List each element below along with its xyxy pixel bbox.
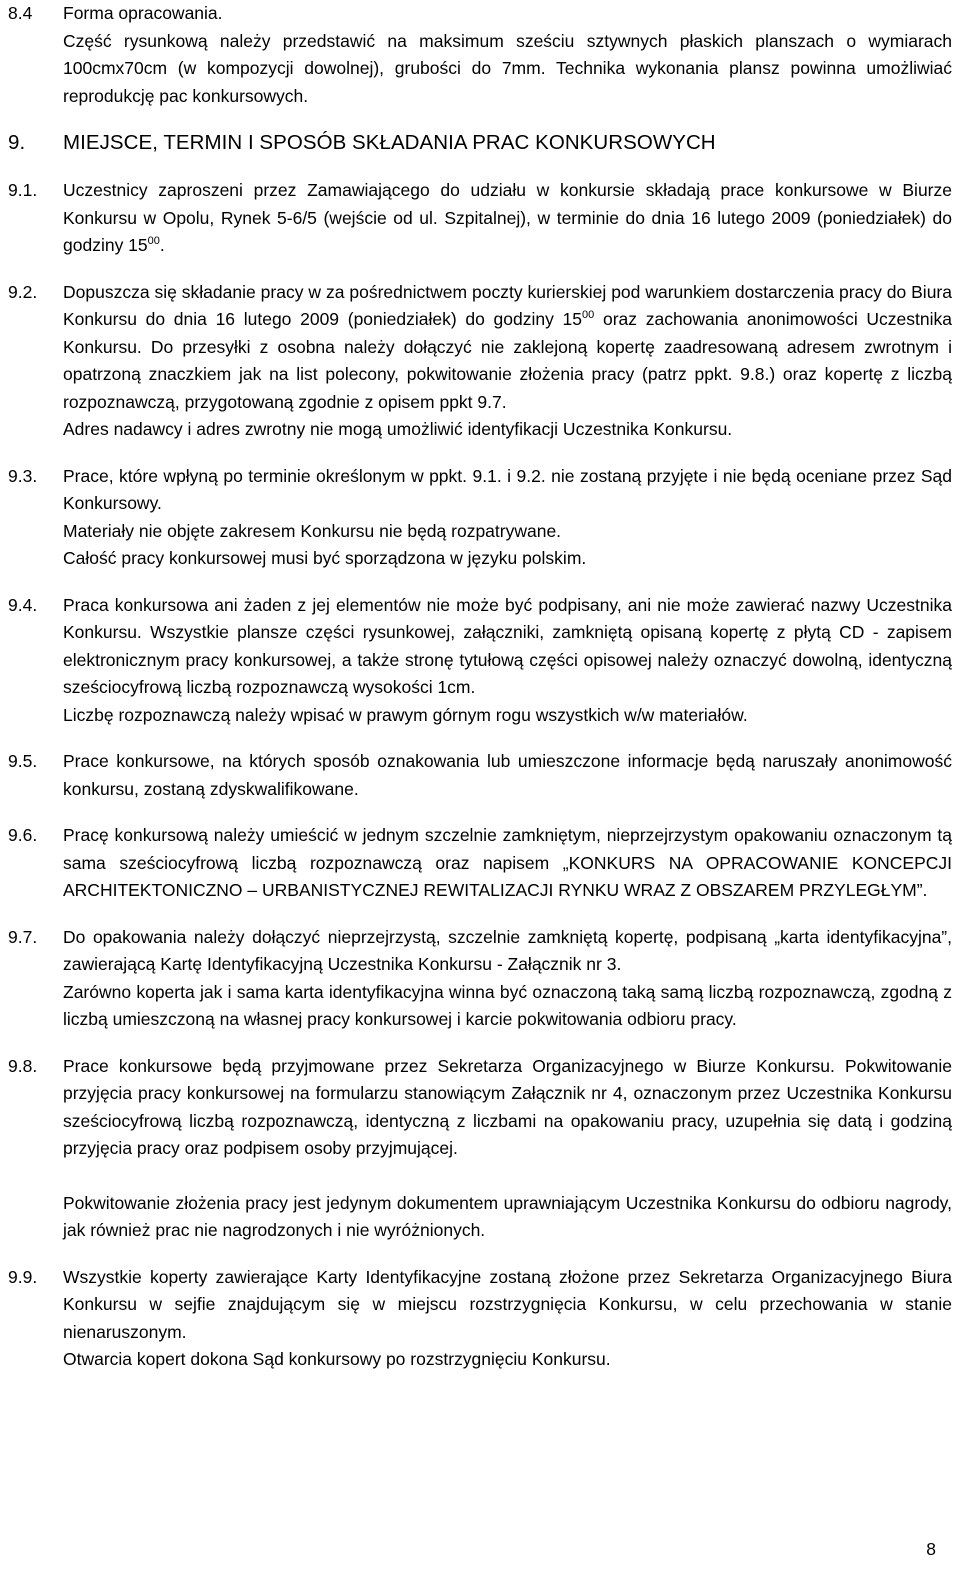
text-span: Dopuszcza się składanie pracy w za pośrednictwem poczty kurierskiej pod warunkiem dostarczenia pracy do Biura Konkursu do dnia 16 lutego 2009 (poniedziałek) do godziny 15 — [63, 281, 952, 329]
section-body — [63, 924, 952, 1034]
paragraph: Materiały nie objęte zakresem Konkursu nie będą rozpatrywane. — [63, 520, 562, 541]
section-9-6 — [8, 822, 952, 905]
paragraph: Liczbę rozpoznawczą należy wpisać w prawym górnym rogu wszystkich w/w materiałów. — [63, 704, 748, 725]
section-9-4 — [8, 592, 952, 730]
section-body — [63, 0, 952, 110]
section-number: 9.8. — [8, 1055, 38, 1076]
section-number: 9.3. — [8, 465, 38, 486]
section-body — [63, 177, 952, 260]
paragraph: Praca konkursowa ani żaden z jej elementów nie może być podpisany, ani nie może zawierać nazwy Uczestnika Konkursu. Wszystkie plansze części rysunkowej, załączniki, zamkniętą opisaną kopertę z płytą CD - zapisem elektronicznym pracy konkursowej, a także stronę tytułową części opisowej należy oznaczyć dowolną, identyczną sześciocyfrową liczbą rozpoznawczą wysokości 1cm. — [63, 594, 952, 697]
paragraph: Pracę konkursową należy umieścić w jednym szczelnie zamkniętym, nieprzejrzystym opakowaniu oznaczonym tą sama sześciocyfrową liczbą rozpoznawczą oraz napisem „KONKURS NA OPRACOWANIE KONCEPCJI ARCHITEKTONICZNO – URBANISTYCZNEJ REWITALIZACJI RYNKU WRAZ Z OBSZAREM PRZYLEGŁYM”. — [63, 825, 952, 900]
section-number: 9.9. — [8, 1266, 38, 1287]
chapter-title: MIEJSCE, TERMIN I SPOSÓB SKŁADANIA PRAC KONKURSOWYCH — [63, 131, 716, 154]
paragraph: Wszystkie koperty zawierające Karty Identyfikacyjne zostaną złożone przez Sekretarza Organizacyjnego Biura Konkursu w sejfie znajdującym się w miejscu rozstrzygnięcia Konkursu, w celu przechowania w stanie nienaruszonym. — [63, 1266, 952, 1342]
section-body — [63, 463, 952, 573]
document-page — [8, 0, 952, 1583]
section-number: 9.1. — [8, 180, 38, 200]
page-number: 8 — [926, 1538, 936, 1559]
section-9-1 — [8, 177, 952, 260]
section-number: 9.5. — [8, 751, 38, 771]
section-9-3 — [8, 463, 952, 573]
paragraph: Część rysunkową należy przedstawić na maksimum sześciu sztywnych płaskich planszach o wymiarach 100cmx70cm (w kompozycji dowolnej), grubości do 7mm. Technika wykonania plansz powinna umożliwiać reprodukcję pac konkursowych. — [63, 30, 952, 106]
section-title: Forma opracowania. — [63, 3, 223, 23]
text-span: Uczestnicy zaproszeni przez Zamawiającego do udziału w konkursie składają prace konkursowe w Biurze Konkursu w Opolu, Rynek 5-6/5 (wejście od ul. Szpitalnej), w terminie do dnia 16 lutego 2009 (poniedziałek) do godziny 15 — [63, 180, 952, 255]
section-number: 9.7. — [8, 926, 38, 947]
paragraph: Prace konkursowe będą przyjmowane przez Sekretarza Organizacyjnego w Biurze Konkursu. Pokwitowanie przyjęcia pracy konkursowej na formularzu stanowiącym Załącznik nr 4, oznaczonym przez Uczestnika Konkursu sześciocyfrową liczbą rozpoznawczą, identyczną z liczbami na opakowaniu pracy, uzupełnia się datą i godziną przyjęcia pracy oraz podpisem osoby przyjmującej. — [63, 1055, 952, 1158]
superscript: 00 — [147, 235, 160, 248]
paragraph — [63, 279, 952, 417]
section-number: 9.2. — [8, 281, 38, 302]
paragraph: Prace, które wpłyną po terminie określonym w ppkt. 9.1. i 9.2. nie zostaną przyjęte i nie będą oceniane przez Sąd Konkursowy. — [63, 465, 952, 513]
paragraph: Zarówno koperta jak i sama karta identyfikacyjna winna być oznaczoną taką samą liczbą rozpoznawczą, zgodną z liczbą umieszczoną na własnej pracy konkursowej i karcie pokwitowania odbioru pracy. — [63, 981, 952, 1029]
section-9-9 — [8, 1264, 952, 1374]
paragraph: Adres nadawcy i adres zwrotny nie mogą umożliwić identyfikacji Uczestnika Konkursu. — [63, 419, 733, 439]
section-8-4 — [8, 0, 952, 110]
section-9-7 — [8, 924, 952, 1034]
text-span: . — [159, 235, 165, 255]
section-body — [63, 1053, 952, 1245]
superscript: 00 — [582, 309, 595, 322]
section-body — [63, 279, 952, 444]
paragraph — [63, 177, 952, 260]
chapter-heading — [8, 128, 952, 158]
section-body — [63, 822, 952, 905]
section-number: 8.4 — [8, 3, 33, 23]
section-9-5 — [8, 748, 952, 803]
section-number: 9.4. — [8, 594, 38, 615]
section-9-2 — [8, 279, 952, 444]
paragraph: Otwarcia kopert dokona Sąd konkursowy po rozstrzygnięciu Konkursu. — [63, 1349, 611, 1369]
paragraph: Do opakowania należy dołączyć nieprzejrzystą, szczelnie zamkniętą kopertę, podpisaną „karta identyfikacyjna”, zawierającą Kartę Identyfikacyjną Uczestnika Konkursu - Załącznik nr 3. — [63, 926, 952, 974]
section-9-8 — [8, 1053, 952, 1245]
section-number: 9.6. — [8, 825, 38, 845]
section-body — [63, 592, 952, 730]
section-body — [63, 748, 952, 803]
paragraph: Pokwitowanie złożenia pracy jest jedynym dokumentem uprawniającym Uczestnika Konkursu do odbioru nagrody, jak również prac nie nagrodzonych i nie wyróżnionych. — [63, 1192, 952, 1240]
paragraph: Prace konkursowe, na których sposób oznakowania lub umieszczone informacje będą naruszały anonimowość konkursu, zostaną zdyskwalifikowane. — [63, 751, 952, 799]
text-span: oraz zachowania anonimowości Uczestnika Konkursu. Do przesyłki z osobna należy dołączyć nie zaklejoną kopertę zaadresowaną adresem zwrotnym i opatrzoną znaczkiem jak na list polecony, pokwitowanie złożenia pracy (patrz ppkt. 9.8.) oraz kopertę z liczbą rozpoznawczą, przygotowaną zgodnie z opisem ppkt 9.7. — [63, 309, 952, 412]
section-body — [63, 1264, 952, 1374]
chapter-number: 9. — [8, 131, 26, 154]
paragraph: Całość pracy konkursowej musi być sporządzona w języku polskim. — [63, 548, 587, 568]
